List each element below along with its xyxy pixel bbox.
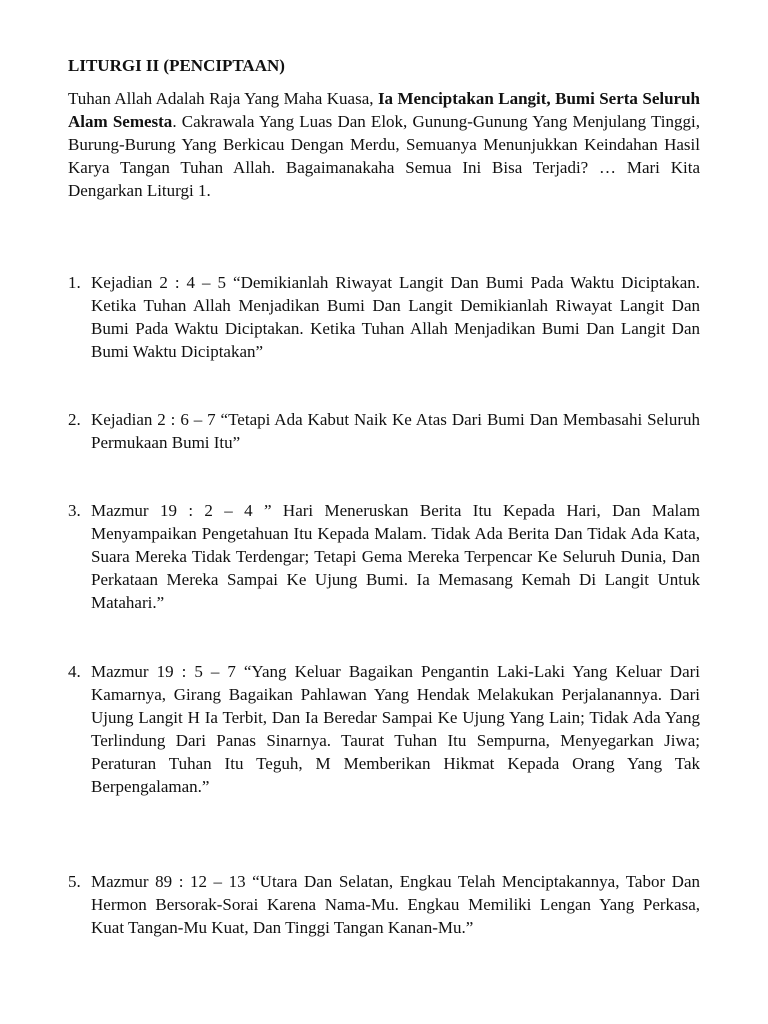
list-item-number: 2. xyxy=(68,410,81,429)
list-item xyxy=(68,271,700,363)
intro-paragraph xyxy=(68,87,700,202)
intro-text-end: . Cakrawala Yang Luas Dan Elok, Gunung-Gunung Yang Menjulang Tinggi, Burung-Burung Yang Berkicau Dengan Merdu, Semuanya Menunjukkan Keindahan Hasil Karya Tangan Tuhan Allah. Bagaimanakaha Semua Ini Bisa Terjadi? … Mari Kita Dengarkan Liturgi 1. xyxy=(68,112,700,200)
intro-text-bold: Ia Menciptakan Langit, Bumi Serta Seluruh Alam Semesta xyxy=(68,89,700,131)
list-item-text: Mazmur 19 : 2 – 4 ” Hari Meneruskan Berita Itu Kepada Hari, Dan Malam Menyampaikan Pengetahuan Itu Kepada Malam. Tidak Ada Berita Dan Tidak Ada Kata, Suara Mereka Tidak Terdengar; Tetapi Gema Mereka Terpencar Ke Seluruh Dunia, Dan Perkataan Mereka Sampai Ke Ujung Bumi. Ia Memasang Kemah Di Langit Untuk Matahari.” xyxy=(91,501,700,612)
intro-text-start: Tuhan Allah Adalah Raja Yang Maha Kuasa, xyxy=(68,89,378,108)
list-item xyxy=(68,499,700,614)
list-item xyxy=(68,660,700,798)
list-item-number: 5. xyxy=(68,872,81,891)
list-item-text: Mazmur 89 : 12 – 13 “Utara Dan Selatan, Engkau Telah Menciptakannya, Tabor Dan Hermon Bersorak-Sorai Karena Nama-Mu. Engkau Memiliki Lengan Yang Perkasa, Kuat Tangan-Mu Kuat, Dan Tinggi Tangan Kanan-Mu.” xyxy=(91,872,700,937)
list-item-number: 4. xyxy=(68,662,81,681)
document-title: LITURGI II (PENCIPTAAN) xyxy=(68,56,285,75)
list-item xyxy=(68,408,700,454)
list-item-number: 1. xyxy=(68,273,81,292)
list-item xyxy=(68,870,700,939)
list-item-text: Kejadian 2 : 6 – 7 “Tetapi Ada Kabut Naik Ke Atas Dari Bumi Dan Membasahi Seluruh Permukaan Bumi Itu” xyxy=(91,410,700,452)
list-item-text: Kejadian 2 : 4 – 5 “Demikianlah Riwayat Langit Dan Bumi Pada Waktu Diciptakan. Ketika Tuhan Allah Menjadikan Bumi Dan Langit Demikianlah Riwayat Langit Dan Bumi Pada Waktu Diciptakan. Ketika Tuhan Allah Menjadikan Bumi Dan Langit Dan Bumi Waktu Diciptakan” xyxy=(91,273,700,361)
list-item-text: Mazmur 19 : 5 – 7 “Yang Keluar Bagaikan Pengantin Laki-Laki Yang Keluar Dari Kamarnya, Girang Bagaikan Pahlawan Yang Hendak Melakukan Perjalanannya. Dari Ujung Langit H Ia Terbit, Dan Ia Beredar Sampai Ke Ujung Yang Lain; Tidak Ada Yang Terlindung Dari Panas Sinarnya. Taurat Tuhan Itu Sempurna, Menyegarkan Jiwa; Peraturan Tuhan Itu Teguh, M Memberikan Hikmat Kepada Orang Yang Tak Berpengalaman.” xyxy=(91,662,700,796)
list-item-number: 3. xyxy=(68,501,81,520)
